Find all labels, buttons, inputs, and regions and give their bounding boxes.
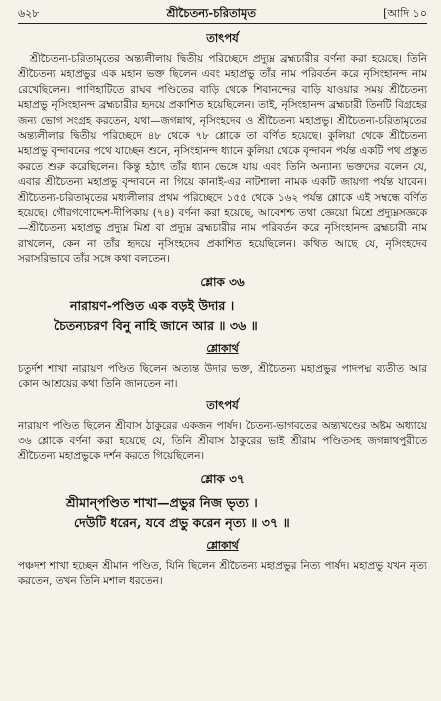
tatparya-heading: তাৎপর্য (206, 31, 239, 45)
chapter-label: [আদি ১০ (383, 7, 427, 20)
running-title: শ্রীচৈতন্য-চরিতামৃত (166, 6, 256, 20)
sloka-36-title: শ্লোক ৩৬ (200, 274, 245, 289)
page-header (18, 5, 427, 21)
page-number: ৬২৮ (18, 7, 40, 20)
tatparya-2-text: নারায়ণ পণ্ডিত ছিলেন শ্রীবাস ঠাকুরের একজন পার্ষদ। চৈতন্য-ভাগবতের অন্ত্যখণ্ডের অষ্টম অধ্যায়ে ৩৬ শ্লোকে বর্ণনা করা হয়েছে যে, তিনি শ্রীবাস ঠাকুরের ভাই শ্রীরাম পণ্ডিতসহ জগন্নাথপুরীতে শ্রীচৈতন্য মহাপ্রভুকে দর্শন করতে গিয়েছিলেন। (18, 419, 427, 463)
sloka-37-verse (18, 493, 427, 533)
sloka-36-line-2: চৈতন্যচরণ বিনু নাহি জানে আর ॥ ৩৬ ॥ (54, 317, 258, 333)
slokartha-36-text: চতুর্দশ শাখা নারায়ণ পণ্ডিত ছিলেন অত্যন্ত উদার ভক্ত, শ্রীচৈতন্য মহাপ্রভুর পাদপদ্ম ব্যতীত আর কোন আশ্রয়ের কথা তিনি জানতেন না। (18, 362, 427, 391)
sloka-37-title: শ্লোক ৩৭ (200, 471, 245, 486)
sloka-37-line-2: দেউটি ধরেন, যবে প্রভু করেন নৃত্য ॥ ৩৭ ॥ (74, 514, 290, 530)
sloka-37-line-1: শ্রীমান্‌পণ্ডিত শাখা—প্রভুর নিজ ভৃত্য । (66, 494, 258, 510)
tatparya-text: শ্রীচৈতন্য-চরিতামৃতের অন্ত্যলীলায় দ্বিতীয় পরিচ্ছেদে প্রদ্যুম্ন ব্রহ্মচারীর বর্ণনা করা হয়েছে। তিনি শ্রীচৈতন্য মহাপ্রভুর এক মহান ভক্ত ছিলেন এবং মহাপ্রভু তাঁর নাম পরিবর্তন করে নৃসিংহানন্দ নাম রেখেছিলেন। পাণিহাটিতে রাঘব পণ্ডিতের বাড়ি থেকে শিবানন্দের বাড়ি যাওয়ার সময় শ্রীচৈতন্য মহাপ্রভু নৃসিংহানন্দ ব্রহ্মচারীর হৃদয়ে প্রকাশিত হয়েছিলেন। তাই, নৃসিংহানন্দ ব্রহ্মচারী তিনটি বিগ্রহের জন্য ভোগ সংগ্রহ করতেন, যথা—জগন্নাথ, নৃসিংহদেব ও শ্রীচৈতন্য মহাপ্রভু। শ্রীচৈতন্য-চরিতামৃতের অন্ত্যলীলার দ্বিতীয় পরিচ্ছেদে ৪৮ থেকে ৭৮ শ্লোকে তা বর্ণিত হয়েছে। কুলিয়া থেকে শ্রীচৈতন্য মহাপ্রভু বৃন্দাবনের পথে যাচ্ছেন শুনে, নৃসিংহানন্দ ধ্যানে কুলিয়া থেকে বৃন্দাবন পর্যন্ত একটি পথ প্রস্তুত করতে শুরু করেছিলেন। কিন্তু হঠাৎ তাঁর ধ্যান ভেঙ্গে যায় এবং তিনি অন্যান্য ভক্তদের বলেন যে, এবার শ্রীচৈতন্য মহাপ্রভু বৃন্দাবনে না গিয়ে কানাই-এর নাটশালা নামক একটি জায়গা পর্যন্ত যাবেন। শ্রীচৈতন্য-চরিতামৃতের মধ্যলীলার প্রথম পরিচ্ছেদে ১৫৫ থেকে ১৬২ পর্যন্ত শ্লোকে এই সম্বন্ধে বর্ণিত হয়েছে। গৌরগণোদ্দেশ-দীপিকায় (৭৪) বর্ণনা করা হয়েছে, আবেশশ্চ তথা জ্ঞেয়ো মিশ্রে প্রদ্যুম্নসজ্ঞকে—শ্রীচৈতন্য মহাপ্রভু প্রদ্যুম্ন মিশ্র বা প্রদ্যুম্ন ব্রহ্মচারীর নাম পরিবর্তন করে নৃসিংহানন্দ ব্রহ্মচারী নাম রাখলেন, কেন না তাঁর হৃদয়ে নৃসিংহদেব প্রকাশিত হয়েছিলেন। কথিত আছে যে, নৃসিংহদেব সরাসরিভাবে তাঁর সঙ্গে কথা বলতেন। (18, 53, 427, 266)
slokartha-36-heading: শ্লোকার্থ (206, 341, 239, 355)
sloka-36-verse (18, 296, 427, 336)
sloka-36-line-1: নারায়ণ-পণ্ডিত এক বড়ই উদার । (70, 297, 235, 313)
tatparya-2-heading: তাৎপর্য (206, 397, 239, 412)
slokartha-37-text: পঞ্চদশ শাখা হচ্ছেন শ্রীমান পণ্ডিত, যিনি ছিলেন শ্রীচৈতন্য মহাপ্রভুর নিত্য পার্ষদ। মহাপ্রভু যখন নৃত্য করতেন, তখন তিনি মশাল ধরতেন। (18, 559, 427, 588)
slokartha-37-heading: শ্লোকার্থ (206, 538, 239, 552)
